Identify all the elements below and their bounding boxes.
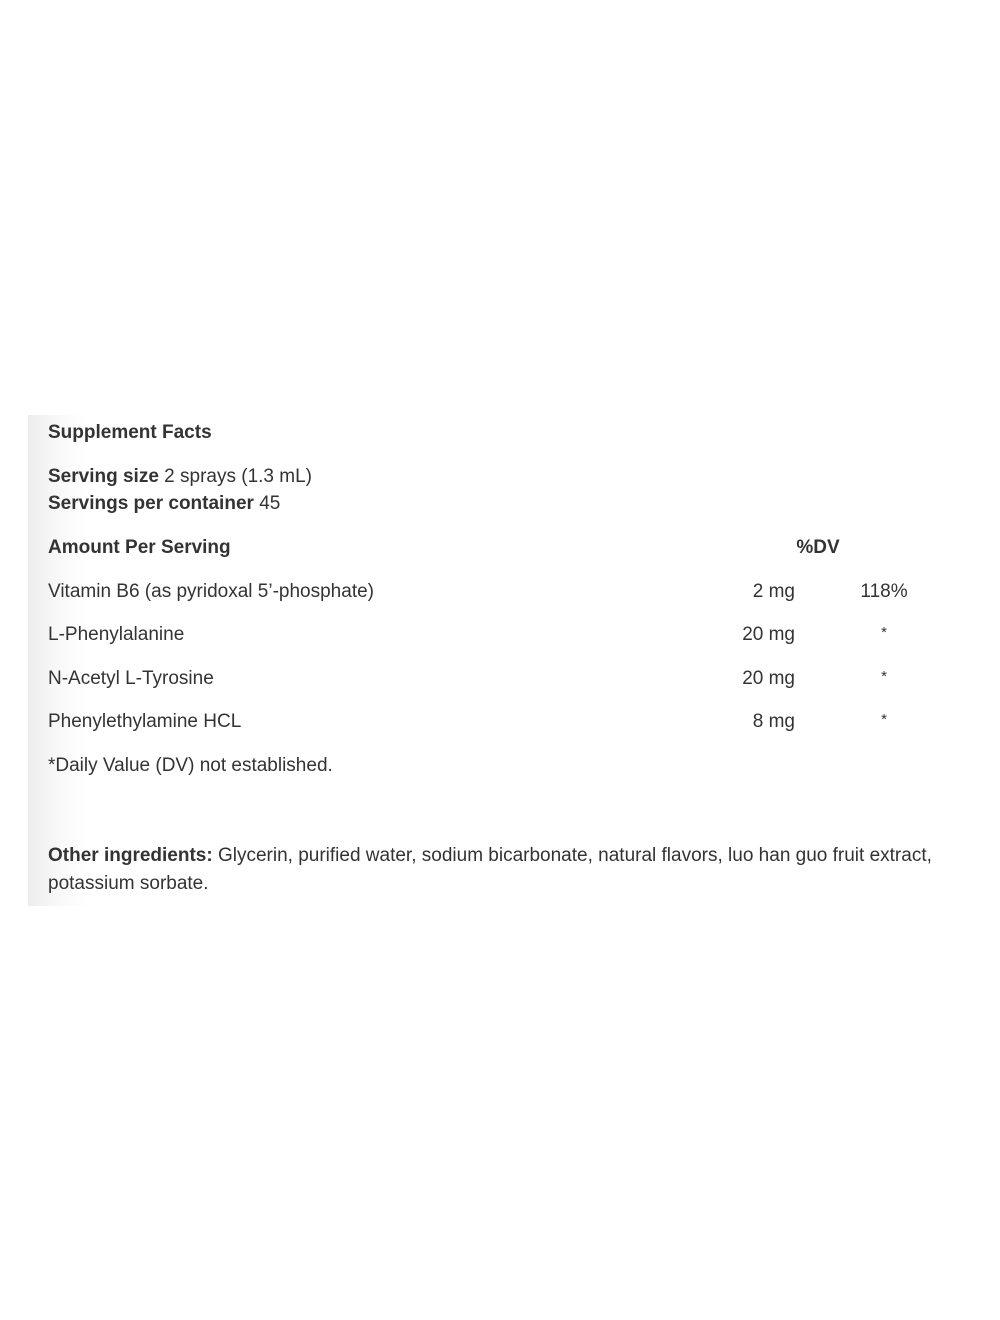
row-name-vitamin-b6: Vitamin B6 (as pyridoxal 5’-phosphate) [48, 581, 374, 602]
serving-size-line [48, 466, 312, 488]
row-amount-n-acetyl-l-tyrosine: 20 mg [742, 668, 795, 689]
other-ingredients-text: Glycerin, purified water, sodium bicarbonate, natural flavors, luo han guo fruit extract, potassium sorbate. [48, 845, 932, 894]
supplement-facts-panel [28, 415, 1000, 906]
servings-per-container-value: 45 [259, 493, 281, 514]
serving-size-label: Serving size [48, 466, 159, 487]
amount-per-serving-header: Amount Per Serving [48, 537, 231, 558]
row-amount-vitamin-b6: 2 mg [752, 581, 795, 602]
row-amount-l-phenylalanine: 20 mg [742, 624, 795, 645]
other-ingredients [48, 842, 983, 898]
other-ingredients-label: Other ingredients: [48, 845, 213, 866]
serving-size-value: 2 sprays (1.3 mL) [164, 466, 312, 487]
row-name-l-phenylalanine: L-Phenylalanine [48, 624, 185, 645]
row-name-phenylethylamine-hcl: Phenylethylamine HCL [48, 711, 242, 732]
row-dv-l-phenylalanine: * [881, 624, 887, 641]
row-dv-phenylethylamine-hcl: * [881, 711, 887, 728]
row-amount-phenylethylamine-hcl: 8 mg [752, 711, 795, 732]
row-dv-n-acetyl-l-tyrosine: * [881, 668, 887, 685]
servings-per-container-line [48, 493, 280, 515]
row-name-n-acetyl-l-tyrosine: N-Acetyl L-Tyrosine [48, 668, 214, 689]
servings-per-container-label: Servings per container [48, 493, 254, 514]
dv-header: %DV [796, 537, 840, 558]
supplement-facts-title: Supplement Facts [48, 422, 212, 443]
row-dv-vitamin-b6: 118% [860, 581, 908, 602]
dv-footnote: *Daily Value (DV) not established. [48, 755, 333, 776]
